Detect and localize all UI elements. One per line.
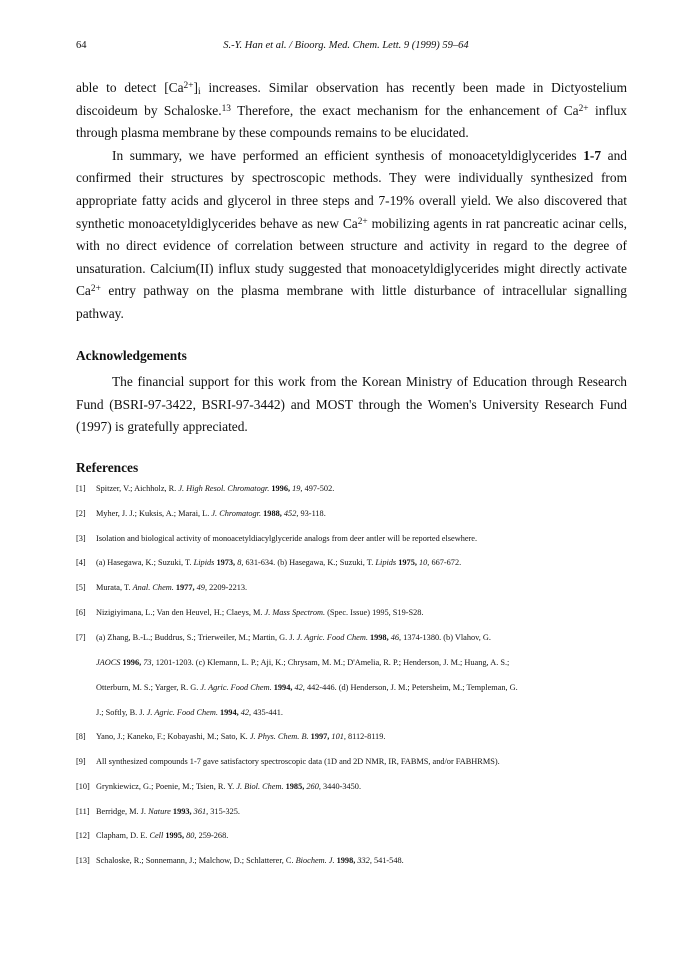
reference-7-line-4: [96, 708, 283, 717]
ref-authors: (a) Hasegawa, K.; Suzuki, T.: [96, 558, 194, 567]
reference-number: [6]: [76, 608, 86, 617]
ref-pages: , 2209-2213.: [204, 583, 248, 592]
ref-volume: 49: [196, 583, 205, 592]
reference-7: [76, 633, 636, 642]
superscript: 2+: [183, 80, 194, 91]
ref-volume: 101: [331, 732, 344, 741]
ref-journal: Biochem. J.: [295, 856, 335, 865]
ref-year: 1988,: [261, 509, 284, 518]
ref-year: 1994,: [271, 683, 295, 692]
ref-year: 1996,: [269, 484, 293, 493]
ref-pages: , 3440-3450.: [318, 782, 362, 791]
text-run: able to detect [Ca: [76, 80, 184, 95]
text-run: entry pathway on the plasma membrane with little disturbance of intracellular signalling pathway.: [76, 283, 627, 321]
text-run: ]: [193, 80, 198, 95]
ref-authors: J.; Softly, B. J.: [96, 708, 147, 717]
ref-journal: Lipids: [193, 558, 215, 567]
ref-journal: Cell: [149, 831, 164, 840]
text-run: In summary, we have performed an efficient synthesis of monoacetyldiglycerides: [112, 147, 584, 163]
ref-journal: J. Chromatogr.: [211, 509, 262, 518]
reference-number: [1]: [76, 484, 86, 493]
ref-year: 1977,: [173, 583, 197, 592]
reference-number: [11]: [76, 807, 90, 816]
paragraph-1: [76, 77, 627, 145]
reference-4: [76, 558, 636, 567]
text-run: increases. Similar observation has recently been made in Dictyostelium discoideum by Schaloske.: [76, 80, 628, 118]
subscript: i: [198, 86, 201, 97]
text-run: Therefore, the exact mechanism for the enhancement of Ca: [230, 102, 579, 118]
ref-year-pages: (Spec. Issue) 1995, S19-S28.: [325, 608, 424, 617]
acknowledgements-paragraph: The financial support for this work from the Korean Ministry of Education through Research Fund (BSRI-97-3422, BSRI-97-3442) and MOST through the Women's University Research Fund (1997) is gratefully appreciated.: [76, 374, 627, 435]
ref-journal: Nature: [148, 807, 171, 816]
reference-2: [76, 509, 636, 518]
ref-journal: J. High Resol. Chromatogr.: [178, 484, 270, 493]
ref-volume: 19: [292, 484, 301, 493]
ref-volume: 46: [390, 633, 400, 642]
reference-8: [76, 732, 636, 741]
ref-volume: 361: [193, 807, 207, 816]
ref-pages: , 442-446. (d) Henderson, J. M.; Petersheim, M.; Templeman, G.: [302, 683, 518, 692]
body-text: [76, 77, 627, 326]
ref-journal: JAOCS: [96, 658, 121, 667]
ref-year: 1994,: [217, 708, 241, 717]
superscript: 2+: [357, 216, 368, 227]
text-run: influx through plasma membrane by these compounds remains to be elucidated.: [76, 102, 627, 141]
ref-text: Isolation and biological activity of monoacetyldiacylglyceride analogs from deer antler will be reported elsewhere.: [96, 534, 478, 543]
ref-volume: 332: [357, 856, 370, 865]
ref-volume: 80: [186, 831, 195, 840]
running-head: S.-Y. Han et al. / Bioorg. Med. Chem. Lett. 9 (1999) 59–64: [223, 40, 469, 51]
ref-pages: , 1201-1203. (c) Klemann, L. P.; Aji, K.; Chrysam, M. M.; D'Amelia, R. P.; Henderson, J. M.; Huang, A. S.;: [151, 658, 510, 667]
reference-number: [4]: [76, 558, 86, 567]
page-header: [76, 40, 616, 54]
reference-number: [7]: [76, 633, 86, 642]
ref-year: 1998,: [367, 633, 391, 642]
paragraph-2: [76, 145, 627, 326]
ref-volume: 260: [306, 782, 319, 791]
ref-volume: 42: [294, 683, 303, 692]
ref-year: 1998,: [334, 856, 358, 865]
ref-authors: Myher, J. J.; Kuksis, A.; Marai, L.: [96, 509, 212, 518]
ref-journal: Anal. Chem.: [132, 583, 174, 592]
reference-7-line-3: [96, 683, 518, 692]
ref-pages: , 497-502.: [300, 484, 335, 493]
ref-pages: , 667-672.: [427, 558, 462, 567]
ref-pages: , 93-118.: [296, 509, 326, 518]
ref-authors: Spitzer, V.; Aichholz, R.: [96, 484, 179, 493]
reference-7-line-2: [96, 658, 509, 667]
ref-pages: , 8112-8119.: [343, 732, 386, 741]
ref-pages: , 1374-1380. (b) Vlahov, G.: [399, 633, 491, 642]
reference-11: [76, 807, 636, 816]
ref-year: 1973,: [214, 558, 238, 567]
ref-pages: , 259-268.: [194, 831, 229, 840]
citation-superscript: 13: [221, 103, 231, 114]
ref-year: 1997,: [308, 732, 332, 741]
reference-number: [9]: [76, 757, 86, 766]
reference-number: [5]: [76, 583, 86, 592]
ref-volume: 42: [240, 708, 250, 717]
ref-authors: Clapham, D. E.: [96, 831, 150, 840]
ref-journal: J. Agric. Food Chem.: [200, 683, 272, 692]
reference-1: [76, 484, 636, 493]
page-number: 64: [76, 40, 87, 51]
reference-number: [8]: [76, 732, 86, 741]
ref-authors: Yano, J.; Kaneko, F.; Kobayashi, M.; Sato, K.: [96, 732, 250, 741]
text-run: and confirmed their structures by spectroscopic methods. They were individually synthesized from appropriate fatty acids and glycerol in three steps and 7-19% overall yield. We also discovered that synthetic monoacetyldiglycerides behave as new Ca: [76, 147, 627, 231]
ref-authors: Berridge, M. J.: [96, 807, 149, 816]
ref-volume: 452: [283, 509, 297, 518]
ref-journal: Lipids: [375, 558, 397, 567]
reference-number: [2]: [76, 509, 86, 518]
ref-journal: J. Agric. Food Chem.: [296, 633, 368, 642]
ref-authors: (a) Zhang, B.-L.; Buddrus, S.; Trierweiler, M.; Martin, G. J.: [96, 633, 297, 642]
ref-authors: Murata, T.: [96, 583, 133, 592]
superscript: 2+: [90, 284, 101, 295]
references-heading: References: [76, 460, 139, 475]
ref-volume: 73: [143, 658, 152, 667]
ref-volume: 8: [237, 558, 242, 567]
reference-9: [76, 757, 636, 766]
reference-number: [12]: [76, 831, 90, 840]
ref-journal: J. Biol. Chem.: [236, 782, 284, 791]
reference-6: [76, 608, 636, 617]
ref-year: 1995,: [163, 831, 187, 840]
superscript: 2+: [578, 103, 589, 114]
ref-text: All synthesized compounds 1-7 gave satisfactory spectroscopic data (1D and 2D NMR, IR, FABMS, and/or FABHRMS).: [96, 757, 500, 766]
reference-13: [76, 856, 636, 865]
reference-number: [13]: [76, 856, 90, 865]
ref-pages: , 631-634. (b) Hasegawa, K.; Suzuki, T.: [241, 558, 376, 567]
ref-journal: J. Agric. Food Chem.: [146, 708, 218, 717]
reference-10: [76, 782, 636, 791]
ref-authors: Nizigiyimana, L.; Van den Heuvel, H.; Claeys, M.: [96, 608, 265, 617]
ref-year: 1996,: [120, 658, 144, 667]
ref-authors: Otterburn, M. S.; Yarger, R. G.: [96, 683, 201, 692]
ref-authors: Schaloske, R.; Sonnemann, J.; Malchow, D.; Schlatterer, C.: [96, 856, 296, 865]
ref-pages: , 315-325.: [206, 807, 241, 816]
ref-volume: 10: [419, 558, 428, 567]
acknowledgements-text: [76, 371, 627, 439]
reference-12: [76, 831, 636, 840]
text-run: mobilizing agents in rat pancreatic acinar cells, with no direct evidence of correlation between structure and activity in regard to the degree of unsaturation. Calcium(II) influx study suggested that monoacetyldiglycerides might directly activate Ca: [76, 215, 627, 299]
compound-range: 1-7: [583, 147, 602, 163]
ref-pages: , 435-441.: [249, 708, 283, 717]
reference-number: [10]: [76, 782, 90, 791]
acknowledgements-heading: Acknowledgements: [76, 348, 187, 363]
ref-year: 1975,: [396, 558, 419, 567]
ref-authors: Grynkiewicz, G.; Poenie, M.; Tsien, R. Y.: [96, 782, 237, 791]
ref-year: 1993,: [170, 807, 194, 816]
reference-5: [76, 583, 636, 592]
ref-journal: J. Phys. Chem. B.: [249, 732, 309, 741]
ref-pages: , 541-548.: [369, 856, 404, 865]
ref-journal: J. Mass Spectrom.: [264, 608, 326, 617]
ref-year: 1985,: [283, 782, 307, 791]
reference-number: [3]: [76, 534, 86, 543]
reference-3: [76, 534, 636, 543]
